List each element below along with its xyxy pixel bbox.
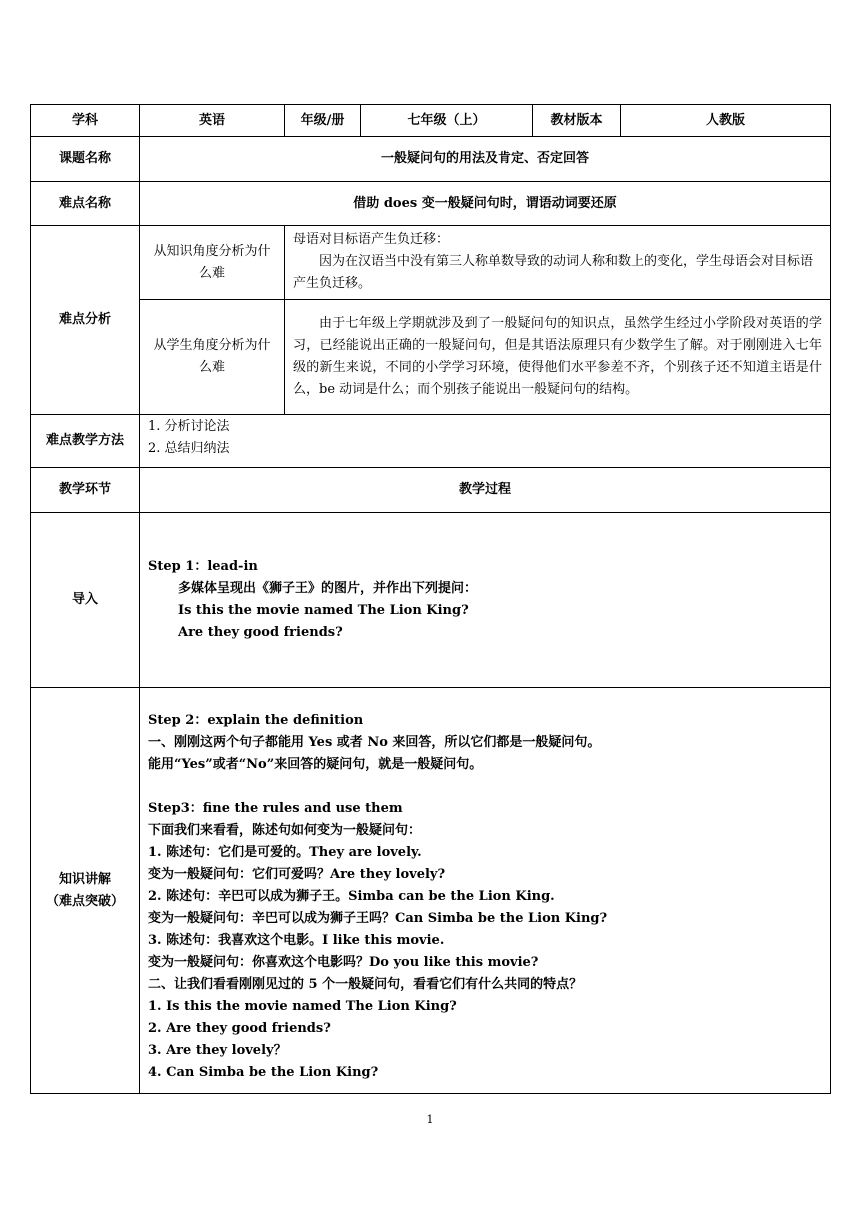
- analysis-label: 难点分析: [31, 226, 140, 415]
- knowledge-line: 1. Is this the movie named The Lion King?: [148, 999, 457, 1014]
- subject-value: 英语: [140, 105, 285, 137]
- intro-row: [31, 513, 831, 688]
- knowledge-line: 2. 陈述句：辛巴可以成为狮子王。Simba can be the Lion King.: [148, 889, 555, 904]
- knowledge-line: Step3：fine the rules and use them: [148, 801, 403, 816]
- knowledge-label: 知识讲解 （难点突破）: [31, 688, 140, 1094]
- knowledge-line: 变为一般疑问句：它们可爱吗？Are they lovely?: [148, 867, 446, 882]
- topic-value: 一般疑问句的用法及肯定、否定回答: [140, 137, 831, 182]
- knowledge-line: 变为一般疑问句：你喜欢这个电影吗？Do you like this movie?: [148, 955, 539, 970]
- intro-line: 多媒体呈现出《狮子王》的图片，并作出下列提问：: [178, 581, 478, 596]
- knowledge-line: 能用“Yes”或者“No”来回答的疑问句，就是一般疑问句。: [148, 757, 483, 772]
- knowledge-angle-text: 因为在汉语当中没有第三人称单数导致的动词人称和数上的变化，学生母语会对目标语产生负迁移。: [293, 254, 814, 291]
- method-item: 1. 分析讨论法: [148, 419, 230, 434]
- knowledge-line: 1. 陈述句：它们是可爱的。They are lovely.: [148, 845, 422, 860]
- difficulty-value: 借助 does 变一般疑问句时，谓语动词要还原: [140, 182, 831, 226]
- knowledge-line: 一、刚刚这两个句子都能用 Yes 或者 No 来回答，所以它们都是一般疑问句。: [148, 735, 601, 750]
- difficulty-row: [31, 182, 831, 226]
- analysis-student-row: [31, 300, 831, 415]
- section-header-row: [31, 468, 831, 513]
- intro-line: Is this the movie named The Lion King?: [178, 603, 469, 618]
- page-number: 1: [426, 1113, 434, 1126]
- knowledge-line: Step 2：explain the definition: [148, 713, 364, 728]
- knowledge-angle-content: [285, 226, 831, 300]
- difficulty-label: 难点名称: [31, 182, 140, 226]
- grade-value: 七年级（上）: [361, 105, 533, 137]
- intro-line: Are they good friends?: [178, 625, 343, 640]
- knowledge-line: 4. Can Simba be the Lion King?: [148, 1065, 379, 1080]
- analysis-knowledge-row: [31, 226, 831, 300]
- methods-label: 难点教学方法: [31, 415, 140, 468]
- subject-label: 学科: [31, 105, 140, 137]
- edition-label: 教材版本: [533, 105, 621, 137]
- methods-row: [31, 415, 831, 468]
- intro-step: Step 1：lead-in: [148, 559, 258, 574]
- knowledge-line: 变为一般疑问句：辛巴可以成为狮子王吗？Can Simba be the Lion King?: [148, 911, 608, 926]
- grade-label: 年级/册: [285, 105, 361, 137]
- header-row: [31, 105, 831, 137]
- methods-content: [140, 415, 831, 468]
- student-angle-text: 由于七年级上学期就涉及到了一般疑问句的知识点，虽然学生经过小学阶段对英语的学习，已经能说出正确的一般疑问句，但是其语法原理只有少数学生了解。对于刚刚进入七年级的新生来说，不同的小学学习环境，使得他们水平参差不齐，个别孩子还不知道主语是什么，be 动词是什么；而个别孩子能说出一般疑问句的结构。: [293, 316, 822, 397]
- knowledge-line: 二、让我们看看刚刚见过的 5 个一般疑问句，看看它们有什么共同的特点？: [148, 977, 583, 992]
- edition-value: 人教版: [621, 105, 831, 137]
- knowledge-line: 下面我们来看看，陈述句如何变为一般疑问句：: [148, 823, 422, 838]
- knowledge-line: [148, 776, 822, 798]
- method-item: 2. 总结归纳法: [148, 441, 230, 456]
- knowledge-content: [140, 688, 831, 1094]
- student-angle-label: 从学生角度分析为什么难: [140, 300, 285, 415]
- section-value: 教学过程: [140, 468, 831, 513]
- student-angle-content: [285, 300, 831, 415]
- intro-content: [140, 513, 831, 688]
- knowledge-line: 2. Are they good friends?: [148, 1021, 331, 1036]
- knowledge-angle-label: 从知识角度分析为什么难: [140, 226, 285, 300]
- section-label: 教学环节: [31, 468, 140, 513]
- intro-label: 导入: [31, 513, 140, 688]
- knowledge-line: 3. Are they lovely？: [148, 1043, 287, 1058]
- knowledge-angle-title: 母语对目标语产生负迁移：: [293, 232, 450, 247]
- topic-label: 课题名称: [31, 137, 140, 182]
- knowledge-row: [31, 688, 831, 1094]
- lesson-plan-table: [30, 104, 831, 1094]
- topic-row: [31, 137, 831, 182]
- knowledge-line: 3. 陈述句：我喜欢这个电影。I like this movie.: [148, 933, 445, 948]
